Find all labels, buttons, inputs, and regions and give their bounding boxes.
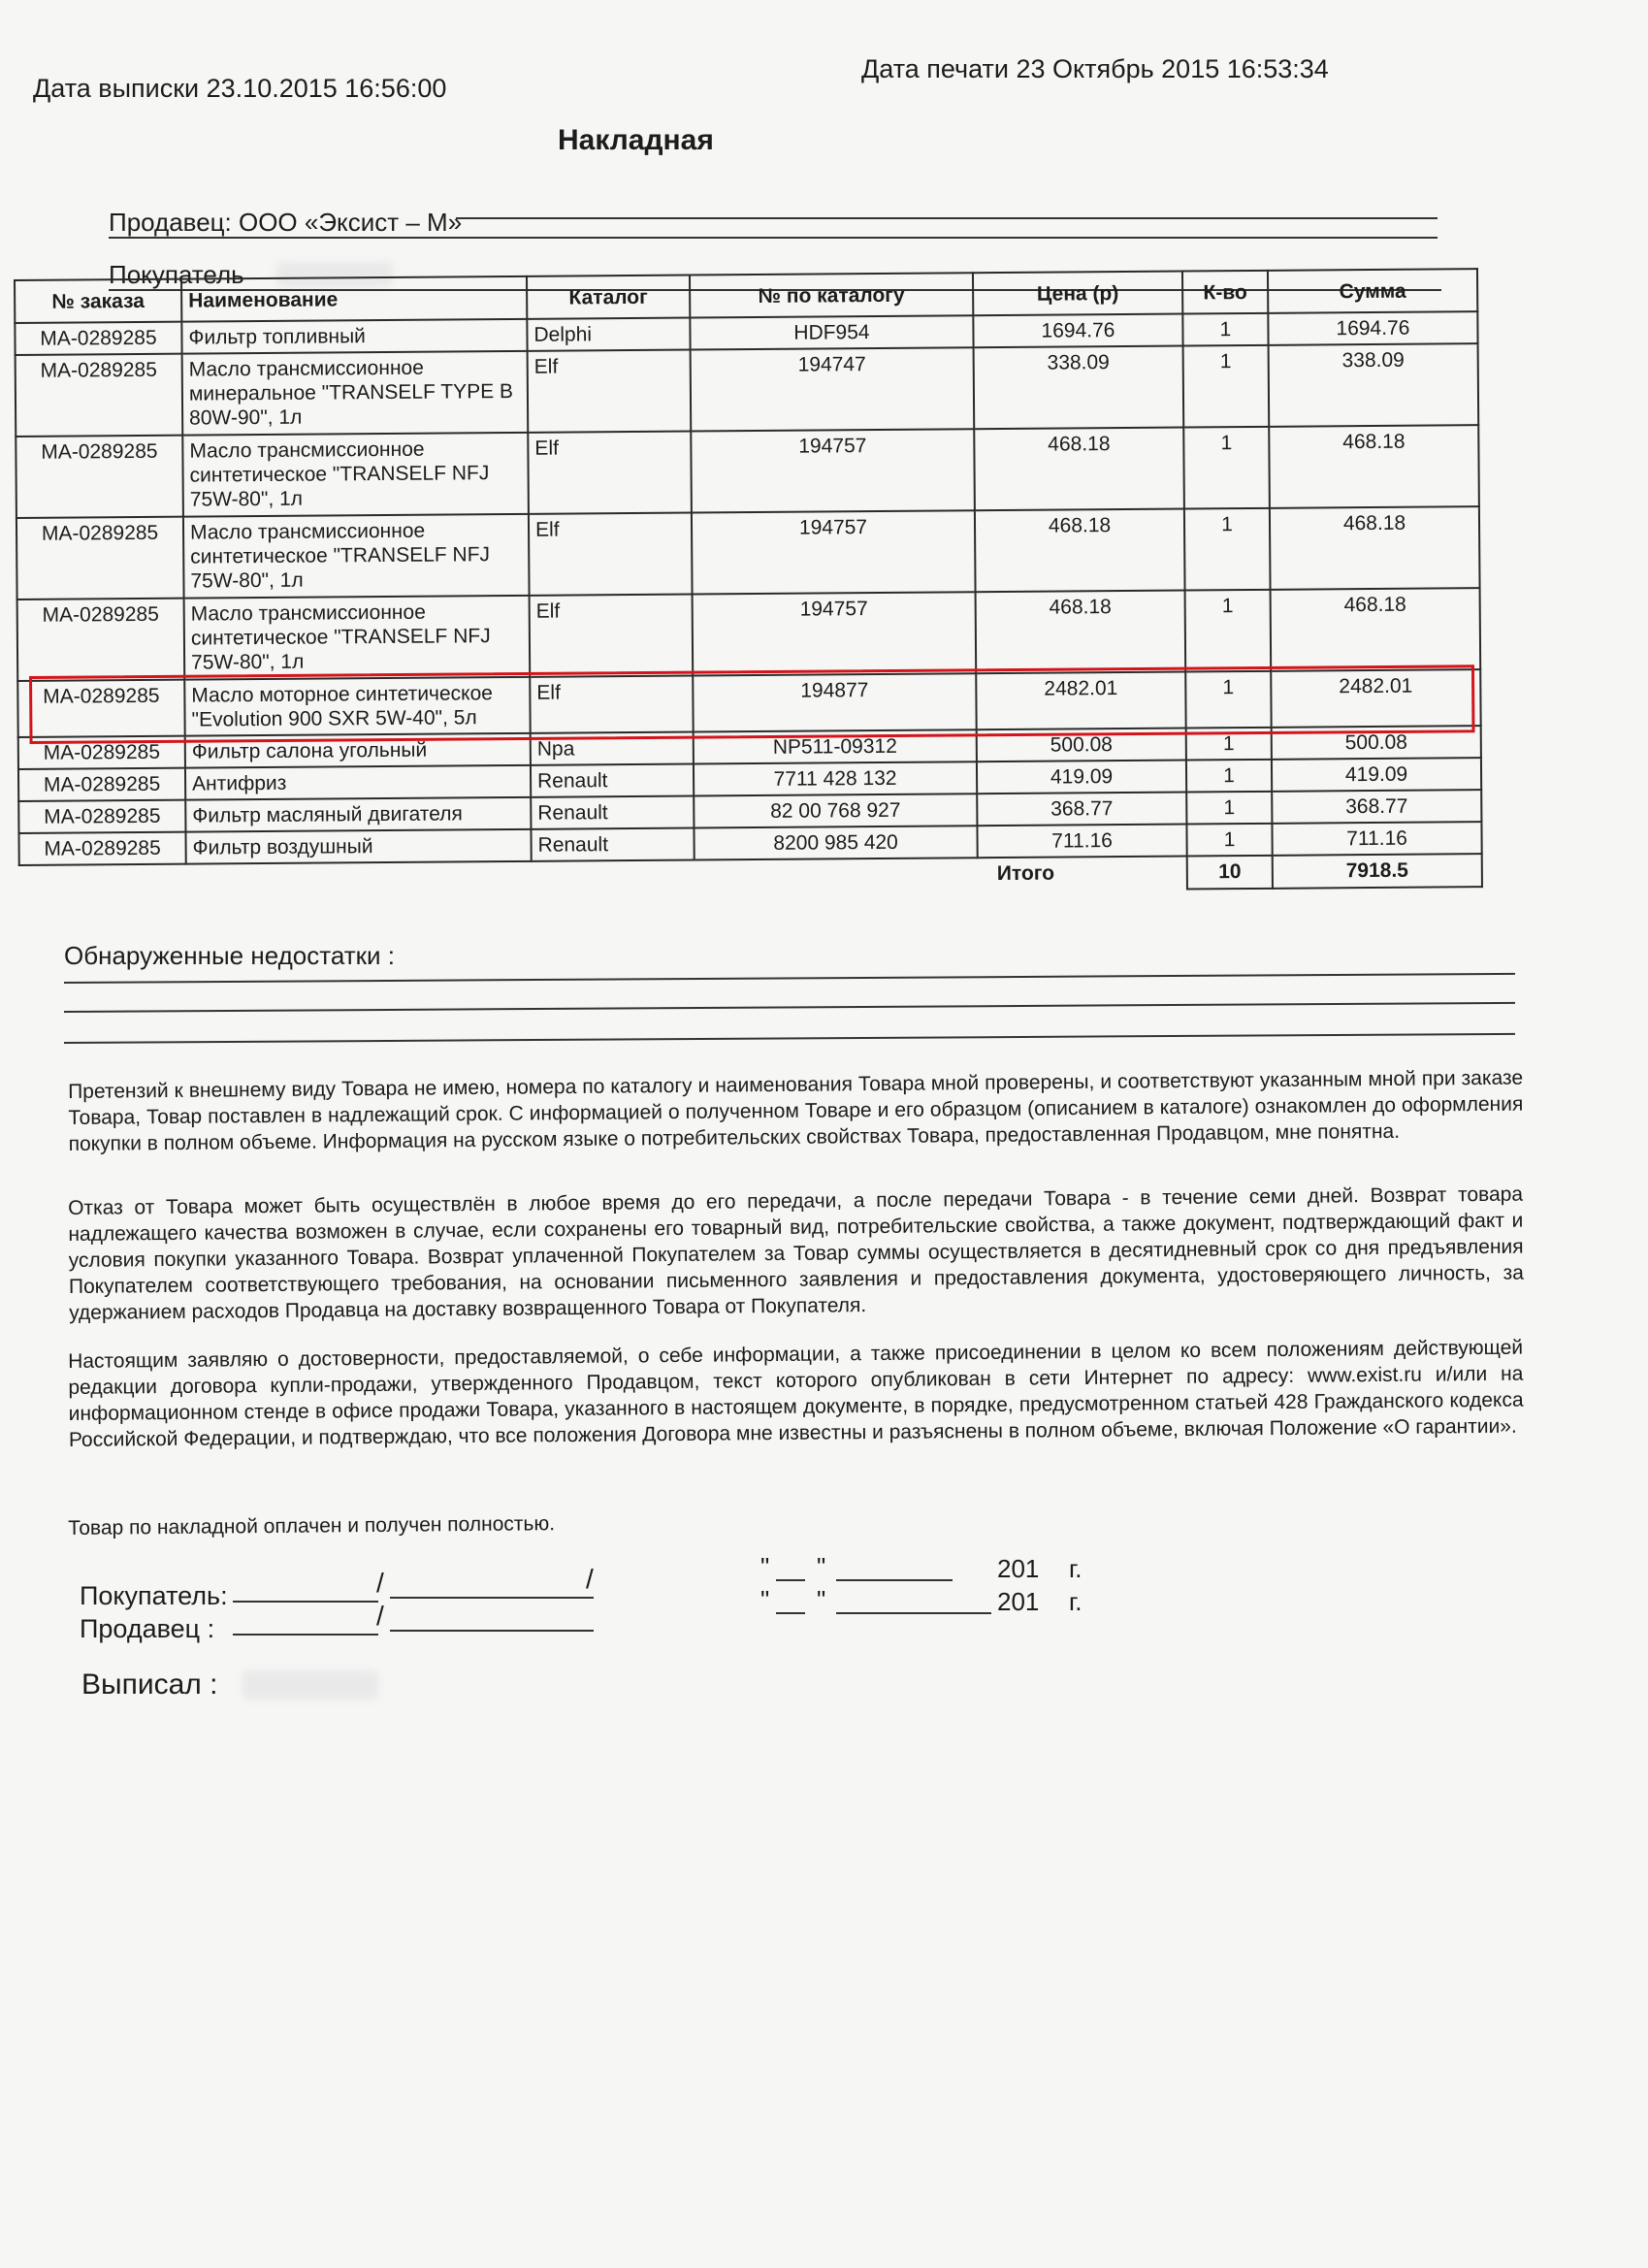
issued-by-label: Выписал :	[81, 1669, 218, 1701]
qty-cell: 1	[1185, 671, 1271, 729]
catalog-number-cell: 82 00 768 927	[694, 794, 977, 827]
seller-name-line	[390, 1630, 594, 1632]
seller-signature-line	[233, 1634, 378, 1636]
catalog-number-cell: 194757	[693, 592, 977, 675]
buyer-year-suffix: г.	[1069, 1554, 1083, 1583]
buyer-day-line	[776, 1579, 805, 1581]
sum-cell: 2482.01	[1271, 669, 1480, 728]
total-qty: 10	[1187, 856, 1273, 890]
print-date: Дата печати 23 Октябрь 2015 16:53:34	[861, 54, 1329, 83]
agreement-paragraph: Настоящим заявляю о достоверности, предоставляемой, о себе информации, а также присоединении в целом ко всем положениям действующей редакции договора купли-продажи, утвержденного Продавцом, текст которого опубликован в сети Интернет по адресу: www.exist.ru и/или на информационном стенде в офисе продажи Товара, указанного в настоящем документе, в порядке, предусмотренном статьей 428 Гражданского кодекса Российской Федерации, и подтверждаю, что все положения Договора мне известны и разъяснены в полном объеме, включая Положение «О гарантии».	[68, 1336, 1524, 1451]
seller-month-line	[836, 1612, 991, 1614]
name-cell: Масло моторное синтетическое "Evolution 900 SXR 5W-40", 5л	[184, 677, 530, 736]
name-cell: Масло трансмиссионное синтетическое "TRANSELF NFJ 75W-80", 1л	[184, 596, 531, 680]
catalog-cell: Elf	[530, 676, 693, 733]
sum-cell: 500.08	[1272, 726, 1481, 760]
name-cell: Масло трансмиссионное минеральное "TRANSELF TYPE B 80W-90", 1л	[182, 351, 529, 436]
qty-cell: 1	[1183, 345, 1270, 428]
defects-label: Обнаруженные недостатки :	[64, 941, 395, 970]
name-cell: Масло трансмиссионное синтетическое "TRANSELF NFJ 75W-80", 1л	[183, 514, 530, 599]
buyer-signature-line	[233, 1601, 378, 1603]
defects-line-1	[64, 973, 1515, 984]
price-cell: 368.77	[977, 793, 1186, 826]
qty-cell: 1	[1184, 508, 1271, 591]
catalog-cell: Delphi	[527, 318, 690, 351]
table-row	[16, 425, 1479, 518]
col-header-sum: Сумма	[1268, 269, 1477, 313]
catalog-cell: Renault	[531, 796, 694, 829]
seller-year-suffix: г.	[1069, 1587, 1083, 1616]
qty-cell: 1	[1186, 760, 1272, 793]
price-cell: 1694.76	[973, 314, 1182, 348]
qty-cell: 1	[1186, 824, 1272, 857]
total-sum: 7918.5	[1273, 854, 1482, 889]
order-cell: МА-0289285	[18, 768, 185, 801]
price-cell: 468.18	[974, 428, 1184, 511]
order-cell: МА-0289285	[16, 354, 183, 437]
catalog-cell: Renault	[531, 828, 694, 861]
order-cell: МА-0289285	[18, 736, 185, 769]
document-title: Накладная	[558, 124, 714, 156]
price-cell: 338.09	[974, 346, 1184, 430]
name-cell: Антифриз	[185, 765, 531, 800]
claims-paragraph: Претензий к внешнему виду Товара не имею, номера по каталогу и наименования Товара мной проверены, и соответствуют указанным мной при заказе Товара, Товар поставлен в надлежащий срок. С информацией о полученном Товаре и его образцом (описанием в каталоге) ознакомлен до оформления покупки в полном объеме. Информация на русском языке о потребительских свойствах Товара, предоставленная Продавцом, мне понятна.	[68, 1066, 1524, 1155]
defects-line-2	[64, 1002, 1515, 1013]
seller-name: Продавец: ООО «Эксист – М»	[109, 208, 463, 237]
seller-year: 201	[997, 1587, 1040, 1616]
price-cell: 711.16	[977, 825, 1186, 859]
catalog-cell: Npa	[531, 732, 694, 765]
seller-date-quote-close: "	[817, 1585, 826, 1614]
sum-cell: 711.16	[1272, 822, 1481, 856]
issue-date: Дата выписки 23.10.2015 16:56:00	[33, 74, 447, 103]
name-cell: Фильтр салона угольный	[185, 733, 531, 768]
price-cell: 468.18	[976, 591, 1186, 674]
buyer-date-quote-open: "	[760, 1552, 770, 1581]
catalog-number-cell: 194757	[691, 429, 975, 512]
buyer-date-quote-close: "	[817, 1552, 826, 1581]
order-cell: МА-0289285	[18, 800, 185, 833]
items-table	[14, 268, 1483, 899]
col-header-order: № заказа	[15, 279, 181, 323]
name-cell: Фильтр воздушный	[185, 829, 531, 864]
sum-cell: 419.09	[1272, 758, 1481, 792]
order-cell: МА-0289285	[15, 322, 181, 355]
name-cell: Фильтр топливный	[181, 319, 527, 354]
catalog-cell: Elf	[528, 432, 692, 514]
table-row	[16, 506, 1480, 599]
catalog-number-cell: HDF954	[690, 315, 973, 349]
catalog-cell: Elf	[529, 513, 693, 596]
buyer-slash: /	[376, 1568, 384, 1598]
highlight-frame	[29, 664, 1475, 744]
catalog-cell: Renault	[531, 764, 694, 797]
return-paragraph: Отказ от Товара может быть осуществлён в любое время до его передачи, а после передачи Товара - в течение семи дней. Возврат товара надлежащего качества возможен в случае, если сохранены его товарный вид, потребительские свойства, а также документ, подтверждающий факт и условия покупки указанного Товара. Возврат уплаченной Покупателем за Товар суммы осуществляется в десятидневный срок со дня предъявления Покупателем соответствующего требования, на основании письменного заявления и предоставления документа, удостоверяющего личность, за удержанием расходов Продавца на доставку возвращенного Товара от Покупателя.	[68, 1183, 1524, 1324]
price-cell: 500.08	[977, 729, 1186, 762]
sum-cell: 338.09	[1269, 343, 1479, 427]
sum-cell: 468.18	[1271, 588, 1481, 671]
price-cell: 419.09	[977, 761, 1186, 794]
buyer-signature-label: Покупатель:	[80, 1581, 228, 1610]
sum-cell: 1694.76	[1268, 311, 1477, 345]
seller-line	[109, 237, 1438, 239]
col-header-catalog: Каталог	[527, 275, 690, 319]
catalog-number-cell: NP511-09312	[694, 729, 977, 763]
defects-line-3	[64, 1033, 1515, 1044]
price-cell: 2482.01	[976, 672, 1185, 730]
col-header-qty: К-во	[1182, 271, 1268, 314]
catalog-number-cell: 7711 428 132	[694, 761, 977, 795]
buyer-slash-end: /	[586, 1564, 594, 1594]
seller-underline	[456, 217, 1438, 219]
catalog-number-cell: 194877	[693, 673, 976, 731]
order-cell: МА-0289285	[17, 599, 185, 681]
catalog-number-cell: 8200 985 420	[694, 826, 977, 859]
qty-cell: 1	[1186, 728, 1272, 761]
price-cell: 468.18	[975, 509, 1185, 593]
order-cell: МА-0289285	[16, 517, 184, 599]
name-cell: Масло трансмиссионное синтетическое "TRANSELF NFJ 75W-80", 1л	[182, 433, 529, 517]
col-header-name: Наименование	[181, 276, 527, 322]
qty-cell: 1	[1183, 427, 1270, 509]
seller-day-line	[776, 1612, 805, 1614]
table-row	[16, 343, 1479, 437]
buyer-month-line	[836, 1579, 953, 1581]
qty-cell: 1	[1182, 313, 1268, 346]
buyer-label: Покупатель	[109, 260, 244, 289]
catalog-cell: Elf	[528, 350, 692, 433]
buyer-year: 201	[997, 1554, 1040, 1583]
sum-cell: 468.18	[1269, 425, 1479, 508]
catalog-number-cell: 194757	[692, 510, 976, 594]
order-cell: МА-0289285	[18, 832, 185, 865]
name-cell: Фильтр масляный двигателя	[185, 797, 531, 832]
col-header-price: Цена (р)	[973, 272, 1182, 316]
sum-cell: 368.77	[1272, 790, 1481, 824]
order-cell: МА-0289285	[16, 436, 183, 518]
paid-statement: Товар по накладной оплачен и получен полностью.	[68, 1512, 556, 1539]
seller-signature-label: Продавец :	[80, 1614, 215, 1643]
qty-cell: 1	[1186, 792, 1272, 825]
buyer-name-line	[390, 1597, 594, 1599]
issued-by-redacted	[242, 1670, 378, 1700]
catalog-number-cell: 194747	[691, 347, 975, 431]
seller-date-quote-open: "	[760, 1585, 770, 1614]
order-cell: МА-0289285	[17, 680, 184, 737]
catalog-cell: Elf	[530, 595, 694, 677]
col-header-catalog-number: № по каталогу	[690, 273, 973, 317]
sum-cell: 468.18	[1270, 506, 1480, 590]
qty-cell: 1	[1185, 590, 1272, 672]
seller-slash: /	[376, 1601, 384, 1631]
total-label: Итого	[996, 861, 1055, 886]
